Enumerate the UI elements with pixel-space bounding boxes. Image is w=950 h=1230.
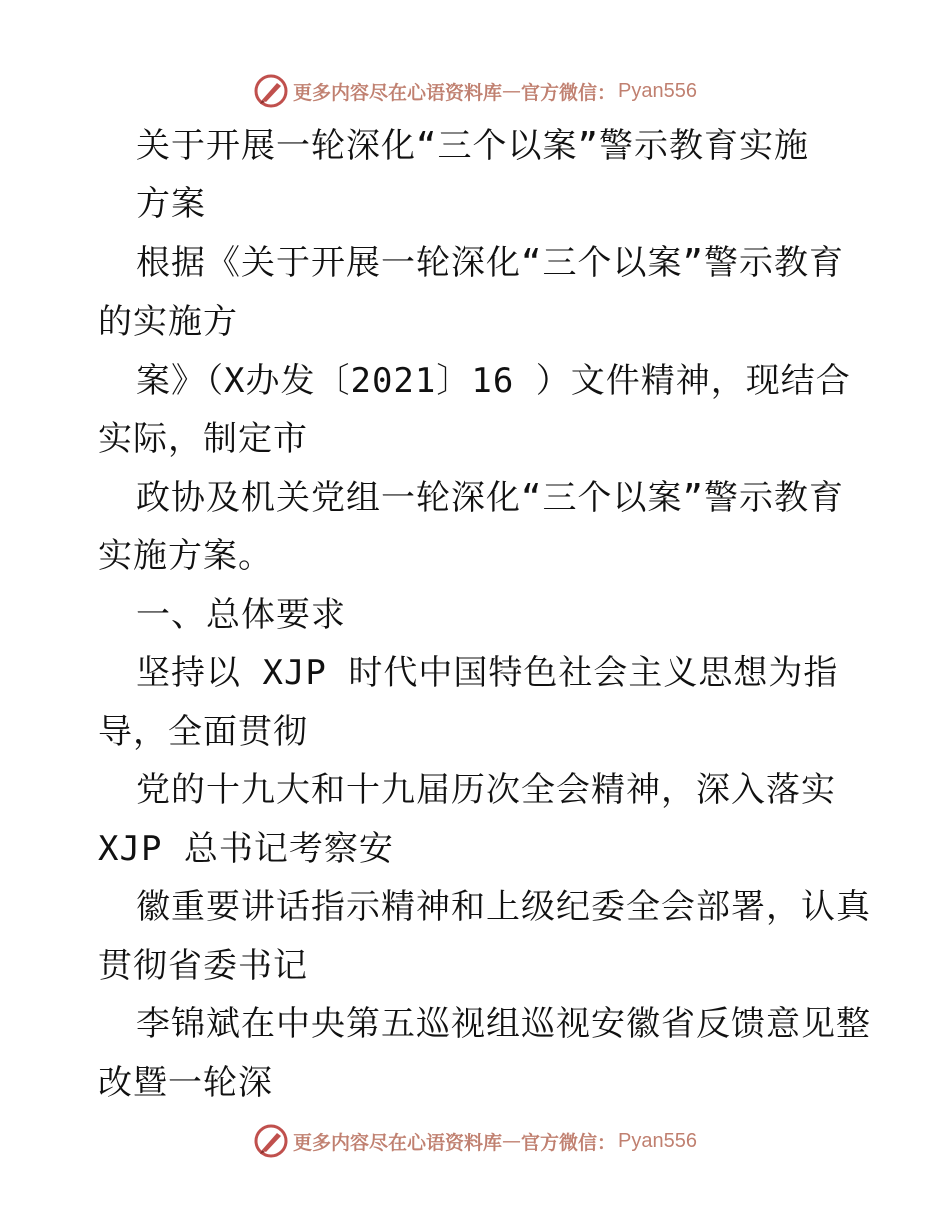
watermark-site-text: 更多内容尽在心语资料库 [293, 1131, 503, 1154]
footer-watermark [0, 1121, 950, 1161]
doc-line: 的实施方 [98, 302, 238, 342]
doc-line: 导，全面贯彻 [98, 712, 308, 752]
watermark-wechat-label: 官方微信： [521, 81, 617, 104]
doc-line: 政协及机关党组一轮深化“三个以案”警示教育 [136, 478, 844, 518]
header-watermark [0, 71, 950, 111]
doc-title-line-2: 方案 [136, 184, 206, 224]
watermark-wechat-label: 官方微信： [521, 1131, 617, 1154]
doc-line: 党的十九大和十九届历次全会精神，深入落实 [136, 770, 836, 810]
doc-line: 改暨一轮深 [98, 1063, 273, 1103]
doc-line: 根据《关于开展一轮深化“三个以案”警示教育 [136, 243, 844, 283]
doc-line: 贯彻省委书记 [98, 946, 308, 986]
doc-line: 案》（X办发〔2021〕16 ）文件精神，现结合 [136, 361, 851, 401]
doc-line: 实际，制定市 [98, 419, 308, 459]
watermark-wechat-id: Pyan556 [618, 79, 697, 102]
doc-line: XJP 总书记考察安 [98, 829, 394, 869]
pen-circle-logo-icon [253, 73, 289, 109]
doc-line: 李锦斌在中央第五巡视组巡视安徽省反馈意见整 [136, 1004, 871, 1044]
doc-title-line-1: 关于开展一轮深化“三个以案”警示教育实施 [136, 126, 809, 166]
section-heading: 一、总体要求 [136, 595, 346, 635]
pen-circle-logo-icon [253, 1123, 289, 1159]
doc-line: 实施方案。 [98, 536, 273, 576]
doc-line: 坚持以 XJP 时代中国特色社会主义思想为指 [136, 653, 839, 693]
watermark-site-text: 更多内容尽在心语资料库 [293, 81, 503, 104]
doc-line: 徽重要讲话指示精神和上级纪委全会部署，认真 [136, 887, 871, 927]
watermark-separator: — [502, 80, 522, 102]
watermark-wechat-id: Pyan556 [618, 1129, 697, 1152]
watermark-separator: — [502, 1130, 522, 1152]
